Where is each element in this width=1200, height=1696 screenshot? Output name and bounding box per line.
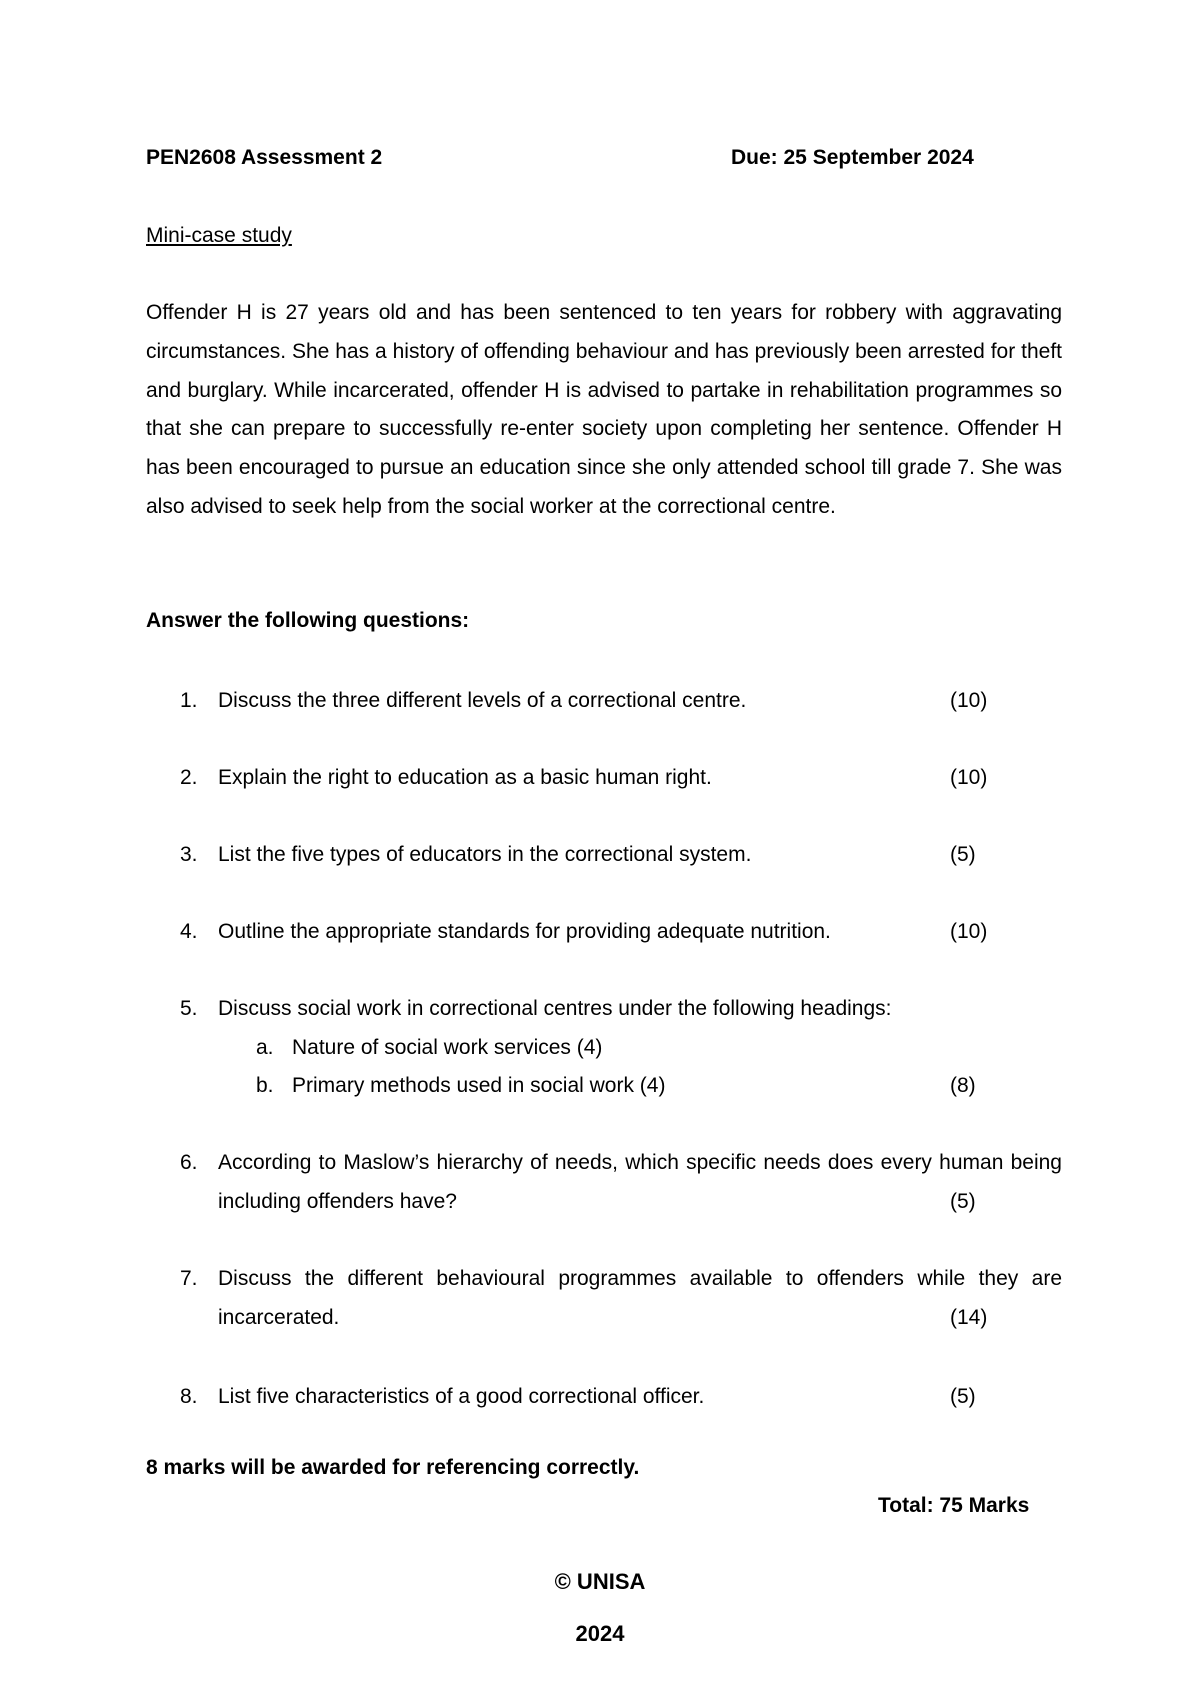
question-marks: (5) <box>950 1385 976 1408</box>
instruction-heading: Answer the following questions: <box>146 609 470 632</box>
question-marks: (8) <box>950 1074 976 1097</box>
question-item <box>180 759 1062 798</box>
question-item <box>180 1378 1062 1417</box>
case-study-body: Offender H is 27 years old and has been sentenced to ten years for robbery with aggravating circumstances. She has a history of offending behaviour and has previously been arrested for theft and burglary. While incarcerated, offender H is advised to partake in rehabilitation programmes so that she can prepare to successfully re-enter society upon completing her sentence. Offender H has been encouraged to pursue an education since she only attended school till grade 7. She was also advised to seek help from the social worker at the correctional centre. <box>146 301 1062 518</box>
question-text <box>218 1144 1062 1222</box>
assessment-title: PEN2608 Assessment 2 <box>146 146 383 169</box>
question-number: 8. <box>180 1385 198 1408</box>
sub-item-letter: b. <box>256 1074 274 1097</box>
question-item <box>180 913 1062 952</box>
question-item <box>180 682 1062 721</box>
sub-item <box>256 1067 665 1106</box>
question-number: 6. <box>180 1151 198 1174</box>
question-marks: (10) <box>950 766 988 789</box>
case-study-heading: Mini-case study <box>146 224 292 247</box>
question-text: Discuss social work in correctional centres under the following headings: <box>218 997 892 1020</box>
question-text: List five characteristics of a good correctional officer. <box>218 1385 705 1408</box>
question-number: 4. <box>180 920 198 943</box>
question-item <box>180 1260 1062 1338</box>
question-text-content: Discuss the different behavioural programmes available to offenders while they are incarcerated. <box>218 1267 1062 1329</box>
copyright-notice: © UNISA <box>554 1569 646 1594</box>
total-marks: Total: 75 Marks <box>878 1494 1030 1517</box>
question-text: Discuss the three different levels of a correctional centre. <box>218 689 747 712</box>
question-number: 1. <box>180 689 198 712</box>
question-item <box>180 990 1062 1029</box>
question-text: Explain the right to education as a basic human right. <box>218 766 712 789</box>
question-text-content: According to Maslow’s hierarchy of needs, which specific needs does every human being including offenders have? <box>218 1151 1062 1213</box>
due-date: Due: 25 September 2024 <box>731 146 974 169</box>
question-number: 7. <box>180 1267 198 1290</box>
question-text <box>218 1260 1062 1338</box>
question-marks: (5) <box>950 843 976 866</box>
question-marks: (5) <box>950 1189 976 1213</box>
question-number: 2. <box>180 766 198 789</box>
sub-item-text: Primary methods used in social work (4) <box>292 1074 666 1097</box>
question-text: Outline the appropriate standards for providing adequate nutrition. <box>218 920 831 943</box>
referencing-note: 8 marks will be awarded for referencing correctly. <box>146 1456 640 1479</box>
question-text: List the five types of educators in the correctional system. <box>218 843 752 866</box>
sub-item <box>256 1029 602 1068</box>
question-item <box>180 836 1062 875</box>
sub-item-text: Nature of social work services (4) <box>292 1036 603 1059</box>
question-item <box>180 1144 1062 1222</box>
question-number: 5. <box>180 997 198 1020</box>
copyright-year: 2024 <box>575 1621 625 1646</box>
question-number: 3. <box>180 843 198 866</box>
question-marks: (10) <box>950 920 988 943</box>
sub-item-letter: a. <box>256 1036 274 1059</box>
question-marks: (10) <box>950 689 988 712</box>
question-marks: (14) <box>950 1305 988 1329</box>
